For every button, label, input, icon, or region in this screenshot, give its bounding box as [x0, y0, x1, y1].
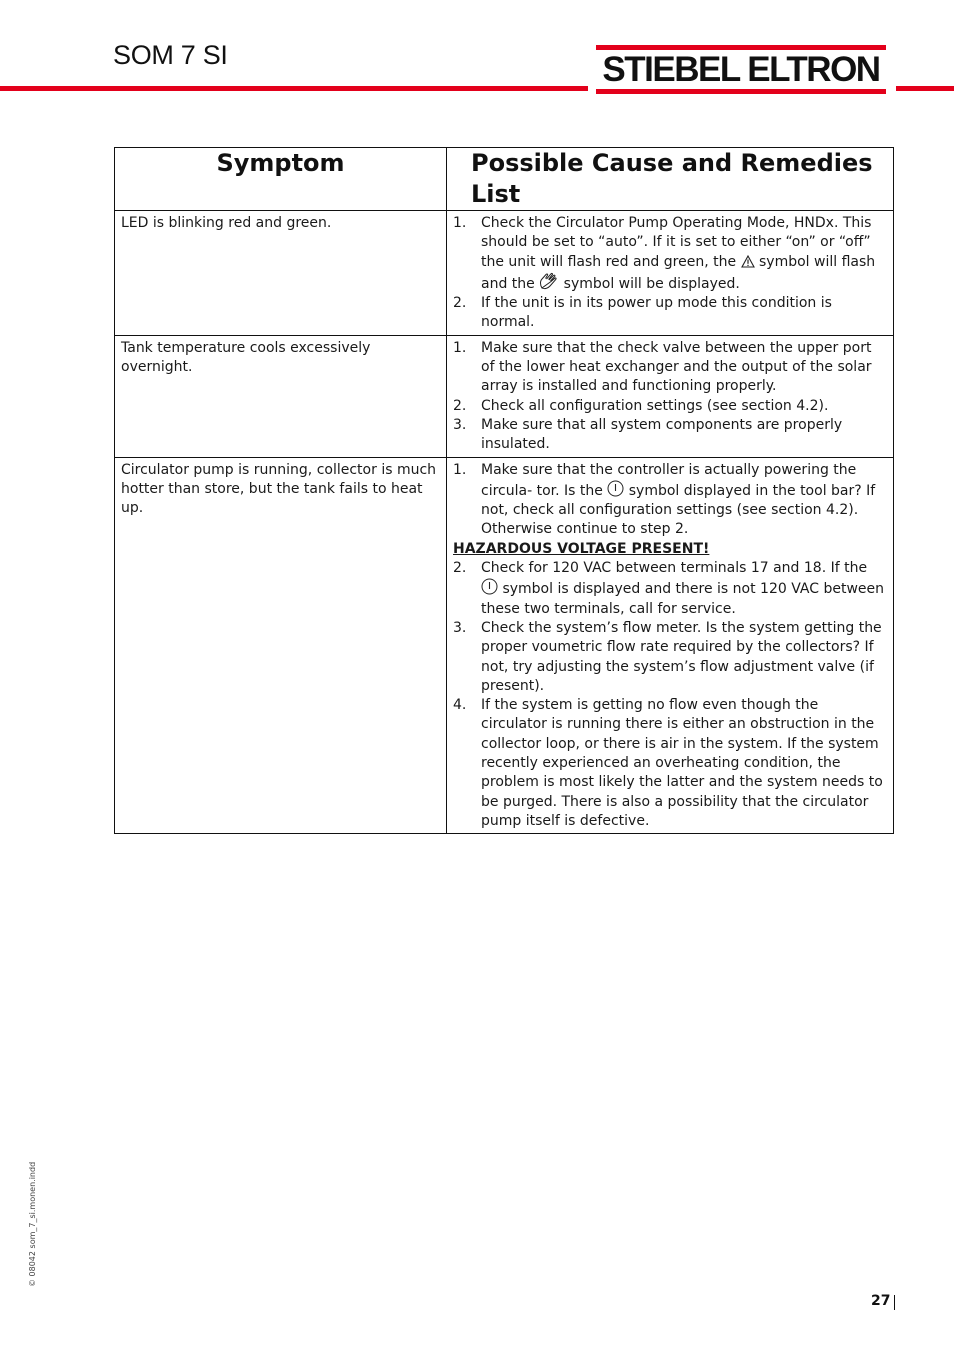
- item-text: [481, 461, 887, 540]
- item-number: 3.: [453, 619, 467, 636]
- symptom-cell: LED is blinking red and green.: [115, 211, 447, 336]
- list-item: [453, 214, 887, 294]
- list-item: [453, 619, 887, 696]
- item-number: 3.: [453, 416, 467, 433]
- header-cause: Possible Cause and Remedies List: [447, 148, 894, 211]
- pump-circle-icon: [481, 578, 498, 595]
- item-number: 1.: [453, 215, 467, 231]
- table-row: [115, 335, 894, 457]
- header-rule-left: [0, 86, 588, 91]
- item-text-part: symbol will be displayed.: [559, 275, 740, 292]
- page-number: 27: [871, 1293, 891, 1309]
- hazard-warning: HAZARDOUS VOLTAGE PRESENT!: [453, 540, 710, 557]
- cause-cell: [447, 457, 894, 834]
- item-text-part: symbol will flash and the: [481, 253, 876, 292]
- table-header-row: [115, 148, 894, 211]
- item-text-part: Make sure that the controller is actually powering the circula- tor. Is the: [481, 461, 857, 499]
- header-rule-right: [896, 86, 954, 91]
- list-item: [453, 294, 887, 333]
- item-text: If the system is getting no flow even though the circulator is running there is either an obstruction in the collector loop, or there is air in the system. If the system recently experienced an overheating condition, the problem is most likely the latter and the system needs to be purged. There is also a possibility that the circulator pump itself is defective.: [481, 697, 883, 829]
- item-number: 4.: [453, 697, 467, 714]
- item-text: Make sure that all system components are properly insulated.: [481, 416, 843, 453]
- item-text: If the unit is in its power up mode this condition is normal.: [481, 295, 832, 331]
- item-text: [481, 214, 887, 294]
- list-item: [453, 559, 887, 619]
- item-text-part: Check the Circulator Pump Operating Mode, HNDx. This should be set to “auto”. If it is set to either “on” or “off” the unit will flash red and green, the: [481, 215, 872, 270]
- item-text-part: symbol displayed in the tool bar? If not, check all configuration settings (see section 4.2). Otherwise continue to step 2.: [481, 482, 876, 538]
- list-item: [453, 397, 887, 416]
- remedies-table: [114, 147, 894, 834]
- cause-cell: [447, 335, 894, 457]
- table-row: [115, 457, 894, 834]
- item-text: [481, 559, 887, 619]
- item-text-part: Check for 120 VAC between terminals 17 and 18. If the: [481, 560, 868, 577]
- item-text: Check all configuration settings (see section 4.2).: [481, 397, 829, 414]
- cause-cell: [447, 211, 894, 336]
- list-item: [453, 339, 887, 397]
- item-text: Check the system’s flow meter. Is the system getting the proper voumetric flow rate required by the collectors? If not, try adjusting the system’s flow adjustment valve (if present).: [481, 619, 882, 694]
- table-row: [115, 211, 894, 336]
- page-number-divider: [894, 1295, 895, 1310]
- item-text-part: symbol is displayed and there is not 120 VAC between these two terminals, call for service.: [481, 581, 884, 617]
- list-item: [453, 696, 887, 831]
- item-number: 2.: [453, 560, 467, 577]
- list-item: [453, 461, 887, 540]
- item-number: 1.: [453, 461, 467, 478]
- warning-triangle-icon: [741, 255, 755, 268]
- item-number: 2.: [453, 295, 467, 312]
- pump-circle-icon: [607, 480, 624, 497]
- hand-icon: [539, 272, 559, 290]
- document-title: SOM 7 SI: [113, 40, 228, 70]
- brand-logo: STIEBEL ELTRON: [596, 45, 886, 94]
- header-symptom: Symptom: [115, 148, 447, 211]
- item-number: 1.: [453, 339, 467, 356]
- symptom-cell: Circulator pump is running, collector is much hotter than store, but the tank fails to heat up.: [115, 457, 447, 834]
- list-item: [453, 416, 887, 455]
- item-text: Make sure that the check valve between the upper port of the lower heat exchanger and the output of the solar array is installed and functioning properly.: [481, 339, 872, 395]
- file-note: © 08042 som_7_si.monen.indd: [28, 1161, 37, 1287]
- symptom-cell: Tank temperature cools excessively overnight.: [115, 335, 447, 457]
- item-number: 2.: [453, 397, 467, 414]
